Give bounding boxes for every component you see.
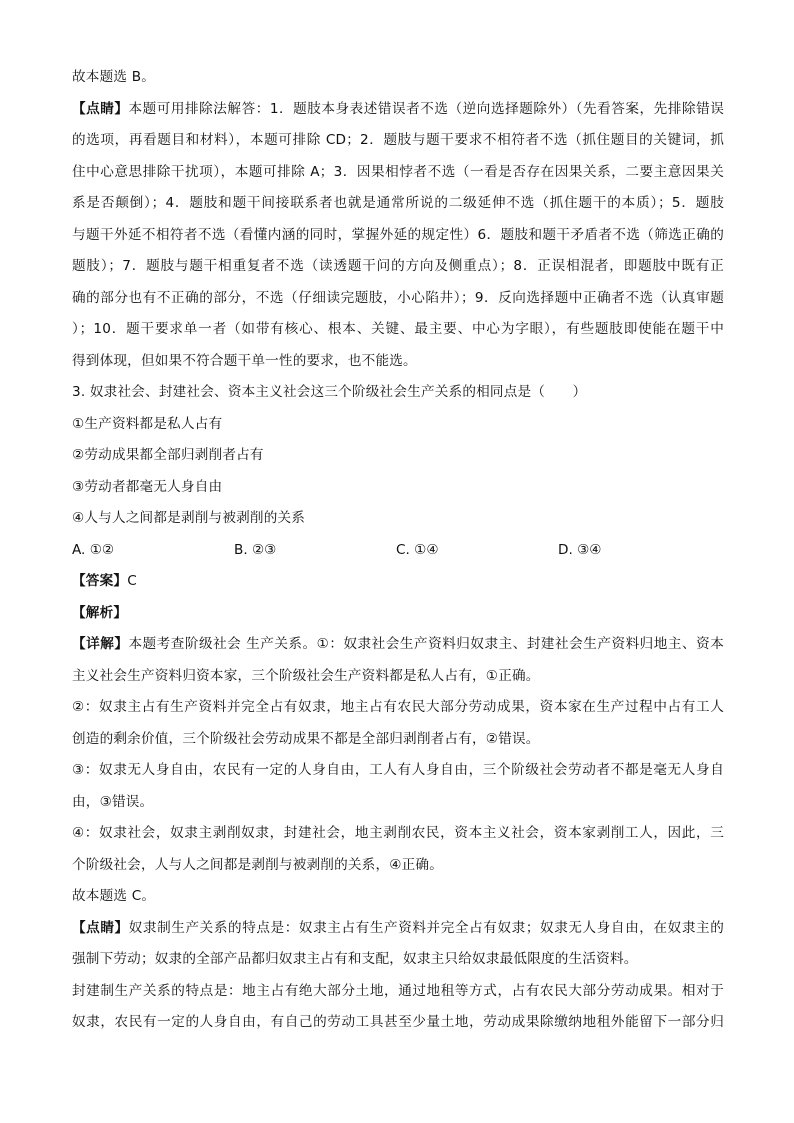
question-item-3: ③劳动者都毫无人身自由 [72, 478, 223, 495]
dianjing2-line-4: 奴隶，农民有一定的人身自由，有自己的劳动工具甚至少量土地，劳动成果除缴纳地租外能留下一部分归 [72, 1014, 724, 1030]
detail-text: 本题考查阶级社会 生产关系。①：奴隶社会生产资料归奴隶主、封建社会生产资料归地主、资本 [128, 636, 724, 652]
dianjing-tag: 【点睛】 [72, 100, 129, 117]
question-stem: 3. 奴隶社会、封建社会、资本主义社会这三个阶级社会生产关系的相同点是（ ） [72, 384, 587, 400]
option-d: D. ③④ [558, 541, 602, 558]
detail-line-7: ④：奴隶社会，奴隶主剥削奴隶，封建社会，地主剥削农民，资本主义社会，资本家剥削工人，因此，三 [72, 825, 724, 841]
answer-options [72, 535, 724, 567]
answer-line [72, 566, 724, 598]
question-item-4: ④人与人之间都是剥削与被剥削的关系 [72, 510, 306, 526]
detail-conclusion: 故本题选 C。 [72, 888, 156, 904]
previous-conclusion: 故本题选 B。 [72, 69, 156, 85]
detail-line-4: 创造的剩余价值，三个阶级社会劳动成果不都是全部归剥削者占有，②错误。 [72, 730, 540, 747]
answer-tag: 【答案】 [72, 573, 128, 589]
dianjing2-line-2: 强制下劳动；奴隶的全部产品都归奴隶主占有和支配，奴隶主只给奴隶最低限度的生活资料。 [72, 951, 638, 967]
dianjing-line-2: 的选项，再看题目和材料），本题可排除 CD；2．题肢与题干要求不相符者不选（抓住题目的关键词，抓 [72, 132, 724, 148]
dianjing-line-3: 住中心意思排除干扰项），本题可排除 A；3．因果相悖者不选（一看是否存在因果关系，二要主意因果关 [72, 163, 724, 180]
analysis-line [72, 598, 724, 630]
dianjing2-text: 奴隶制生产关系的特点是：奴隶主占有生产资料并完全占有奴隶；奴隶无人身自由，在奴隶主的 [128, 919, 724, 936]
dianjing-line-4: 系是否颠倒）；4．题肢和题干间接联系者也就是通常所说的二级延伸不选（抓住题干的本质）；5．题肢 [72, 195, 724, 211]
option-a: A. ①② [72, 541, 115, 558]
dianjing2-line-1 [72, 913, 724, 945]
analysis-tag: 【解析】 [72, 604, 128, 621]
dianjing-text: 本题可用排除法解答：1．题肢本身表述错误者不选（逆向选择题除外）（先看答案，先排除错误 [128, 100, 724, 117]
option-c: C. ①④ [396, 541, 439, 558]
detail-line-5: ③：奴隶无人身自由，农民有一定的人身自由，工人有人身自由，三个阶级社会劳动者不都是毫无人身自 [72, 762, 724, 778]
detail-line-1 [72, 629, 724, 661]
dianjing-line-5: 与题干外延不相符者不选（看懂内涵的同时，掌握外延的规定性）6．题肢和题干矛盾者不选（筛选正确的 [72, 226, 724, 243]
dianjing2-line-3: 封建制生产关系的特点是：地主占有绝大部分土地，通过地租等方式，占有农民大部分劳动成果。相对于 [72, 982, 724, 999]
detail-tag: 【详解】 [72, 636, 129, 652]
dianjing-line-1 [72, 94, 724, 126]
dianjing-line-7: 确的部分也有不正确的部分，不选（仔细读完题肢，小心陷井）；9．反向选择题中正确者不选（认真审题 [72, 289, 724, 306]
answer-value: C [127, 573, 137, 589]
dianjing-line-8: ）；10．题干要求单一者（如带有核心、根本、关键、最主要、中心为字眼），有些题肢即使能在题干中 [72, 321, 724, 337]
dianjing-line-9: 得到体现，但如果不符合题干单一性的要求，也不能选。 [72, 352, 417, 369]
question-item-1: ①生产资料都是私人占有 [72, 415, 223, 432]
detail-line-2: 主义社会生产资料归资本家，三个阶级社会生产资料都是私人占有，①正确。 [72, 667, 540, 684]
document-page [72, 62, 724, 1039]
detail-line-6: 由，③错误。 [72, 793, 154, 810]
detail-line-8: 个阶级社会，人与人之间都是剥削与被剥削的关系，④正确。 [72, 856, 444, 873]
option-b: B. ②③ [234, 541, 277, 558]
detail-line-3: ②：奴隶主占有生产资料并完全占有奴隶，地主占有农民大部分劳动成果，资本家在生产过程中占有工人 [72, 699, 724, 715]
question-item-2: ②劳动成果都全部归剥削者占有 [72, 447, 264, 463]
dianjing2-tag: 【点睛】 [72, 919, 129, 936]
dianjing-line-6: 题肢）；7．题肢与题干相重复者不选（读透题干问的方向及侧重点）；8．正误相混者，即题肢中既有正 [72, 258, 724, 274]
